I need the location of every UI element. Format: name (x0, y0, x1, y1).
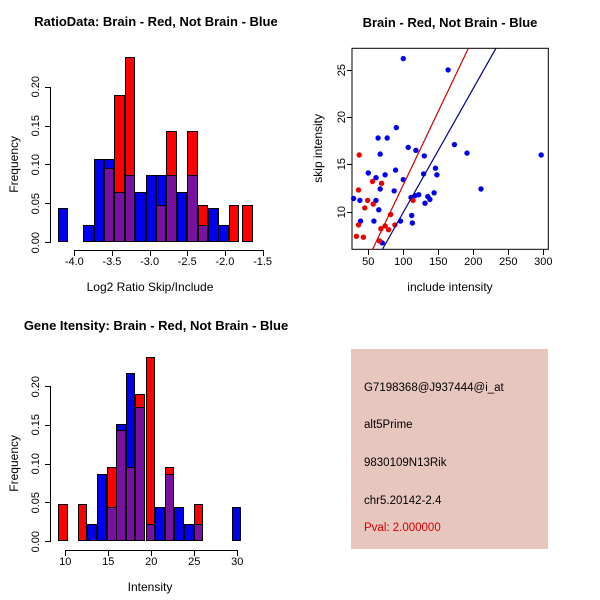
ratio-hist-y-axis-label: Frequency (7, 136, 21, 193)
scatter-point-blue (385, 135, 390, 140)
x-tick-label: 50 (362, 256, 375, 268)
ratio-hist-title: RatioData: Brain - Red, Not Brain - Blue (34, 14, 278, 29)
x-tick (403, 249, 404, 255)
hist-bar-overlap (166, 175, 176, 242)
scatter-point-blue (409, 213, 414, 218)
hist-bar-blue (155, 507, 165, 541)
x-tick (65, 550, 66, 556)
hist-bar-red (165, 467, 175, 475)
hist-bar-red (125, 57, 135, 176)
y-tick (45, 425, 50, 426)
hist-bar-blue (87, 524, 97, 541)
x-tick-label: 30 (231, 556, 244, 568)
scatter-point-blue (478, 186, 483, 191)
y-tick (45, 164, 50, 165)
scatter-point-blue (378, 186, 383, 191)
fit-line-brain-fit (373, 48, 469, 249)
panel-ratio-histogram (0, 0, 300, 300)
scatter-point-blue (434, 172, 439, 177)
scatter-point-blue (394, 125, 399, 130)
hist-bar-overlap (165, 474, 175, 541)
hist-bar-blue (184, 524, 194, 541)
scatter-point-red (354, 234, 359, 239)
scatter-point-blue (401, 56, 406, 61)
hist-bar-blue (135, 192, 145, 242)
y-axis-line (50, 386, 51, 542)
hist-bar-overlap (125, 175, 135, 242)
gene-hist-ylabel-wrap (6, 386, 22, 541)
gene-hist-title: Gene Itensity: Brain - Red, Not Brain - Blue (23, 318, 289, 333)
scatter-point-red (371, 201, 376, 206)
y-tick-label: 10 (336, 205, 348, 218)
y-tick (45, 502, 50, 503)
scatter-point-blue (416, 192, 421, 197)
y-tick-label: 0.20 (30, 375, 42, 397)
scatter-point-blue (425, 194, 430, 199)
x-tick (194, 550, 195, 556)
x-tick-label: 15 (102, 556, 115, 568)
hist-bar-blue (177, 192, 187, 242)
gene-info-box (351, 349, 548, 549)
scatter-point-blue (366, 170, 371, 175)
scatter-point-red (356, 187, 361, 192)
scatter-point-blue (431, 190, 436, 195)
y-tick-label: 0.00 (30, 530, 42, 552)
scatter-point-red (365, 198, 370, 203)
x-tick (151, 550, 152, 556)
x-tick (508, 249, 509, 255)
x-tick-label: 150 (429, 256, 448, 268)
gene-hist-y-axis-label: Frequency (7, 435, 21, 492)
hist-bar-red (107, 467, 117, 508)
hist-bar-overlap (116, 430, 126, 541)
x-tick-label: 250 (499, 256, 518, 268)
scatter-point-blue (378, 151, 383, 156)
x-tick-label: -2.0 (215, 256, 235, 268)
x-tick (368, 249, 369, 255)
y-tick-label: 0.10 (30, 153, 42, 176)
x-tick (108, 550, 109, 556)
pval-text: Pval: 2.000000 (364, 522, 441, 534)
scatter-plot-area (300, 0, 600, 300)
y-tick-label: 0.05 (30, 491, 42, 514)
splice-type-text: alt5Prime (364, 419, 413, 431)
x-tick-label: -2.5 (177, 256, 197, 268)
hist-bar-blue (83, 225, 93, 242)
scatter-point-blue (392, 188, 397, 193)
scatter-point-blue (357, 198, 362, 203)
scatter-point-red (361, 235, 366, 240)
hist-bar-overlap (114, 192, 124, 242)
hist-bar-blue (97, 474, 107, 541)
y-tick (45, 242, 50, 243)
x-tick-label: 300 (534, 256, 553, 268)
x-tick (237, 550, 238, 556)
y-tick-label: 0.10 (30, 453, 42, 475)
hist-bar-red (58, 504, 68, 541)
x-tick-label: 100 (394, 256, 413, 268)
x-tick-label: -3.0 (140, 256, 160, 268)
scatter-point-blue (433, 166, 438, 171)
scatter-point-red (386, 227, 391, 232)
scatter-point-blue (422, 153, 427, 158)
y-tick (45, 126, 50, 127)
x-tick-label: 20 (145, 556, 158, 568)
x-tick (473, 249, 474, 255)
hist-bar-overlap (107, 507, 117, 541)
x-tick-label: 25 (188, 556, 201, 568)
hist-bar-red (242, 205, 252, 242)
panel-intensity-scatter (300, 0, 600, 300)
plot-box (352, 48, 548, 249)
hist-bar-overlap (104, 168, 114, 242)
scatter-point-red (362, 205, 367, 210)
hist-bar-red (166, 131, 176, 176)
hist-bar-overlap (156, 205, 166, 242)
hist-bar-blue (126, 373, 136, 469)
scatter-title: Brain - Red, Not Brain - Blue (362, 15, 538, 30)
scatter-point-blue (452, 142, 457, 147)
y-tick (45, 203, 50, 204)
y-tick (45, 87, 50, 88)
ratio-hist-ylabel-wrap (6, 87, 22, 242)
locus-text: chr5.20142-2.4 (364, 495, 442, 507)
x-axis-line (74, 250, 263, 251)
hist-bar-blue (58, 208, 68, 242)
y-axis-line (50, 87, 51, 243)
hist-bar-blue (104, 159, 114, 169)
x-tick (438, 249, 439, 255)
hist-bar-red (194, 504, 204, 525)
hist-bar-overlap (198, 225, 208, 242)
probe-id-text: G7198368@J937444@i_at (364, 382, 504, 394)
scatter-point-blue (376, 207, 381, 212)
panel-gene-info (300, 300, 600, 600)
hist-bar-blue (174, 507, 184, 541)
scatter-point-blue (375, 135, 380, 140)
scatter-point-red (357, 152, 362, 157)
scatter-point-red (356, 222, 361, 227)
y-tick-label: 0.00 (30, 231, 42, 253)
scatter-point-blue (445, 67, 450, 72)
scatter-point-blue (410, 220, 415, 225)
hist-bar-blue (116, 424, 126, 431)
y-tick-label: 0.15 (30, 414, 42, 436)
fit-line-not-brain-fit (382, 48, 496, 249)
scatter-y-axis-label: skip intensity (311, 114, 325, 183)
hist-bar-overlap (187, 175, 197, 242)
gene-hist-x-axis-label: Intensity (127, 580, 173, 594)
hist-bar-red (135, 394, 145, 408)
scatter-point-blue (539, 152, 544, 157)
hist-bar-overlap (135, 407, 145, 541)
scatter-point-blue (371, 218, 376, 223)
y-tick-label: 15 (336, 158, 348, 171)
hist-bar-overlap (146, 524, 156, 541)
y-tick-label: 0.15 (30, 115, 42, 137)
y-tick-label: 25 (336, 63, 348, 77)
hist-bar-overlap (194, 524, 204, 541)
scatter-point-blue (413, 148, 418, 153)
gene-symbol-text: 9830109N13Rik (364, 457, 447, 469)
x-tick-label: 200 (464, 256, 483, 268)
hist-bar-blue (232, 507, 242, 541)
hist-bar-overlap (126, 467, 136, 541)
scatter-point-blue (351, 196, 356, 201)
y-tick (45, 386, 50, 387)
x-tick-label: -4.0 (64, 256, 84, 268)
y-tick-label: 0.05 (30, 192, 42, 215)
scatter-point-blue (422, 201, 427, 206)
hist-bar-blue (156, 175, 166, 205)
x-tick-label: -3.5 (102, 256, 122, 268)
y-tick-label: 0.20 (30, 76, 42, 98)
x-tick-label: 10 (59, 556, 72, 568)
hist-bar-red (146, 357, 156, 525)
hist-bar-red (187, 131, 197, 176)
scatter-point-blue (382, 172, 387, 177)
y-tick-label: 20 (336, 111, 348, 124)
scatter-point-red (370, 179, 375, 184)
hist-bar-red (78, 504, 88, 541)
panel-gene-intensity-histogram (0, 300, 300, 600)
x-tick-label: -1.5 (253, 256, 273, 268)
hist-bar-red (114, 95, 124, 193)
ratio-hist-x-axis-label: Log2 Ratio Skip/Include (86, 280, 214, 294)
hist-bar-red (198, 205, 208, 226)
y-tick (45, 464, 50, 465)
x-tick (543, 249, 544, 255)
scatter-point-blue (406, 145, 411, 150)
hist-bar-blue (218, 225, 228, 242)
scatter-point-red (379, 181, 384, 186)
scatter-point-blue (393, 167, 398, 172)
hist-bar-red (229, 205, 239, 242)
scatter-point-blue (464, 150, 469, 155)
y-tick (45, 541, 50, 542)
scatter-x-axis-label: include intensity (407, 280, 493, 294)
